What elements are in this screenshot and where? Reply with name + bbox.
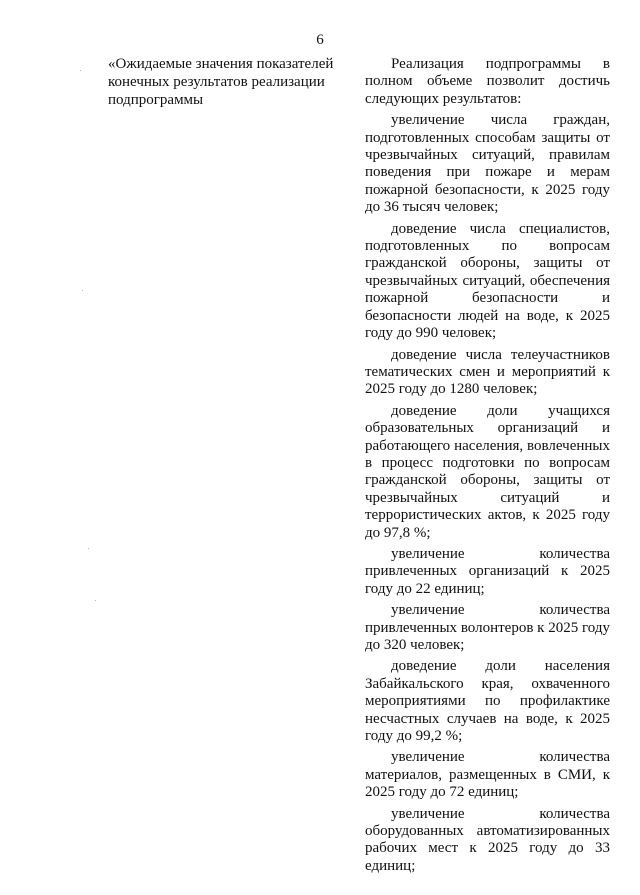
result-item: увеличение количества материалов, размещенных в СМИ, к 2025 году до 72 единиц;	[365, 749, 610, 801]
result-item: увеличение количества привлеченных волонтеров к 2025 году до 320 человек;	[365, 602, 610, 653]
results-intro: Реализация подпрограммы в полном объеме позволит достичь следующих результатов:	[365, 56, 610, 107]
scan-speck	[88, 548, 89, 549]
result-item: увеличение числа граждан, подготовленных способам защиты от чрезвычайных ситуаций, правилам поведения при пожаре и мерам пожарной безопасности, к 2025 году до 36 тысяч человек;	[365, 112, 610, 216]
page-number: 6	[316, 32, 324, 48]
result-item: доведение доли населения Забайкальского края, охваченного мероприятиями по профилактике несчастных случаев на воде, к 2025 году до 99,2 %;	[365, 658, 610, 745]
result-item: увеличение количества привлеченных организаций к 2025 году до 22 единиц;	[365, 545, 610, 597]
scan-speck	[82, 290, 83, 291]
results-column	[365, 56, 610, 879]
result-item: увеличение количества оборудованных автоматизированных рабочих мест к 2025 году до 33 единиц;	[365, 805, 610, 874]
result-item: доведение числа специалистов, подготовленных по вопросам гражданской обороны, защиты от чрезвычайных ситуаций, обеспечения пожарной безопасности и безопасности людей на воде, к 2025 году до 990 человек;	[365, 220, 610, 342]
scan-speck	[95, 600, 96, 601]
scan-speck	[80, 70, 81, 71]
result-item: доведение числа телеучастников тематических смен и мероприятий к 2025 году до 1280 человек;	[365, 346, 610, 398]
indicator-title: «Ожидаемые значения показателей конечных результатов реализации подпрограммы	[108, 56, 334, 108]
result-item: доведение доли учащихся образовательных организаций и работающего населения, вовлеченных в процесс подготовки по вопросам гражданской обороны, защиты от чрезвычайных ситуаций и террористических актов, к 2025 году до 97,8 %;	[365, 402, 610, 541]
